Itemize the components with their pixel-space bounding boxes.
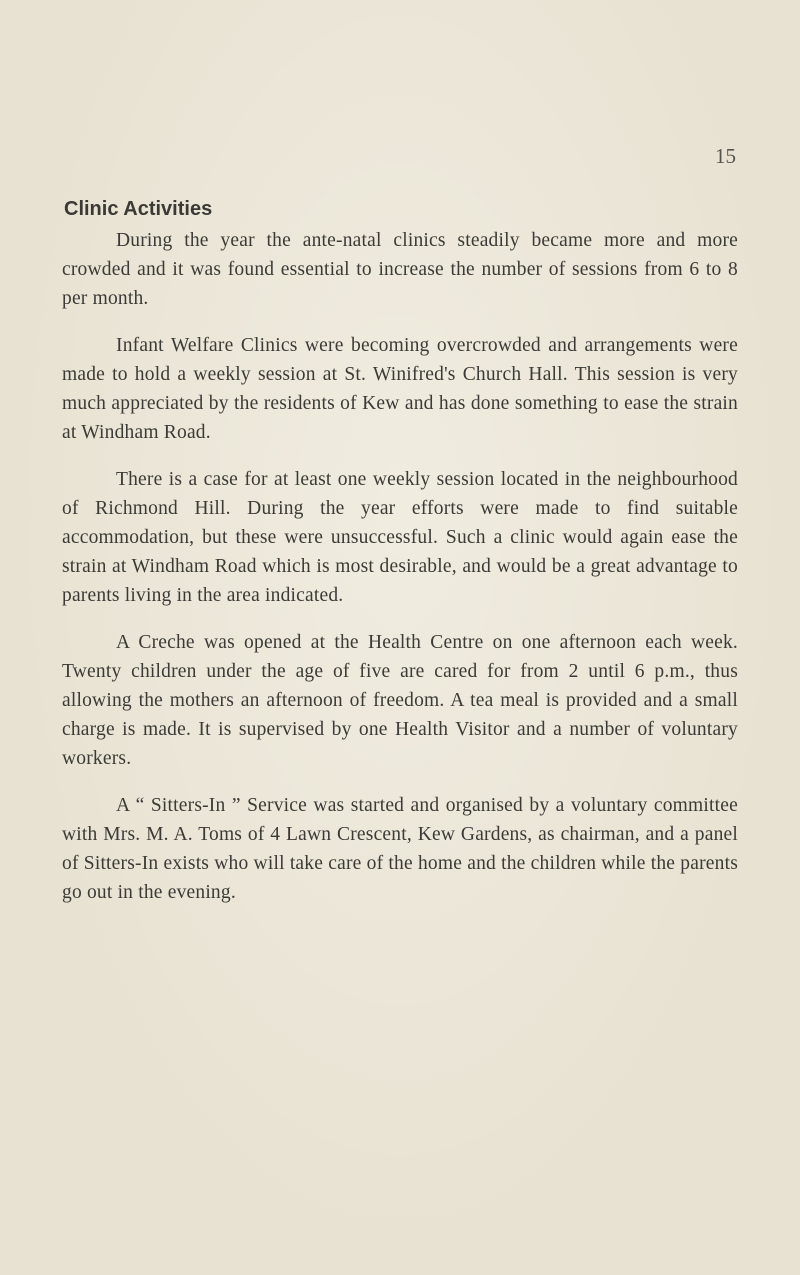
paragraph-infant-welfare: Infant Welfare Clinics were becoming overcrowded and arrangements were made to hold a weekly session at St. Winifred's Church Hall. This session is very much appreciated by the residents of Kew and has done something to ease the strain at Windham Road. [62, 335, 738, 443]
paragraph-antenatal: During the year the ante-natal clinics steadily became more and more crowded and it was found essential to increase the number of sessions from 6 to 8 per month. [62, 230, 738, 309]
paragraph-sitters-in: A “ Sitters-In ” Service was started and organised by a voluntary committee with Mrs. M. A. Toms of 4 Lawn Crescent, Kew Gardens, as chairman, and a panel of Sitters-In exists who will take care of the home and the children while the parents go out in the evening. [62, 795, 738, 903]
paragraph-richmond-hill: There is a case for at least one weekly session located in the neighbourhood of Richmond Hill. During the year efforts were made to find suitable accommodation, but these were unsuccessful. Such a clinic would again ease the strain at Windham Road which is most desirable, and would be a great advantage to parents living in the area indicated. [62, 469, 738, 606]
paragraph-creche: A Creche was opened at the Health Centre on one afternoon each week. Twenty children under the age of five are cared for from 2 until 6 p.m., thus allowing the mothers an afternoon of freedom. A tea meal is provided and a small charge is made. It is supervised by one Health Visitor and a number of voluntary workers. [62, 632, 738, 769]
body-text [62, 226, 738, 925]
page-number: 15 [715, 144, 736, 168]
section-heading: Clinic Activities [64, 198, 213, 220]
